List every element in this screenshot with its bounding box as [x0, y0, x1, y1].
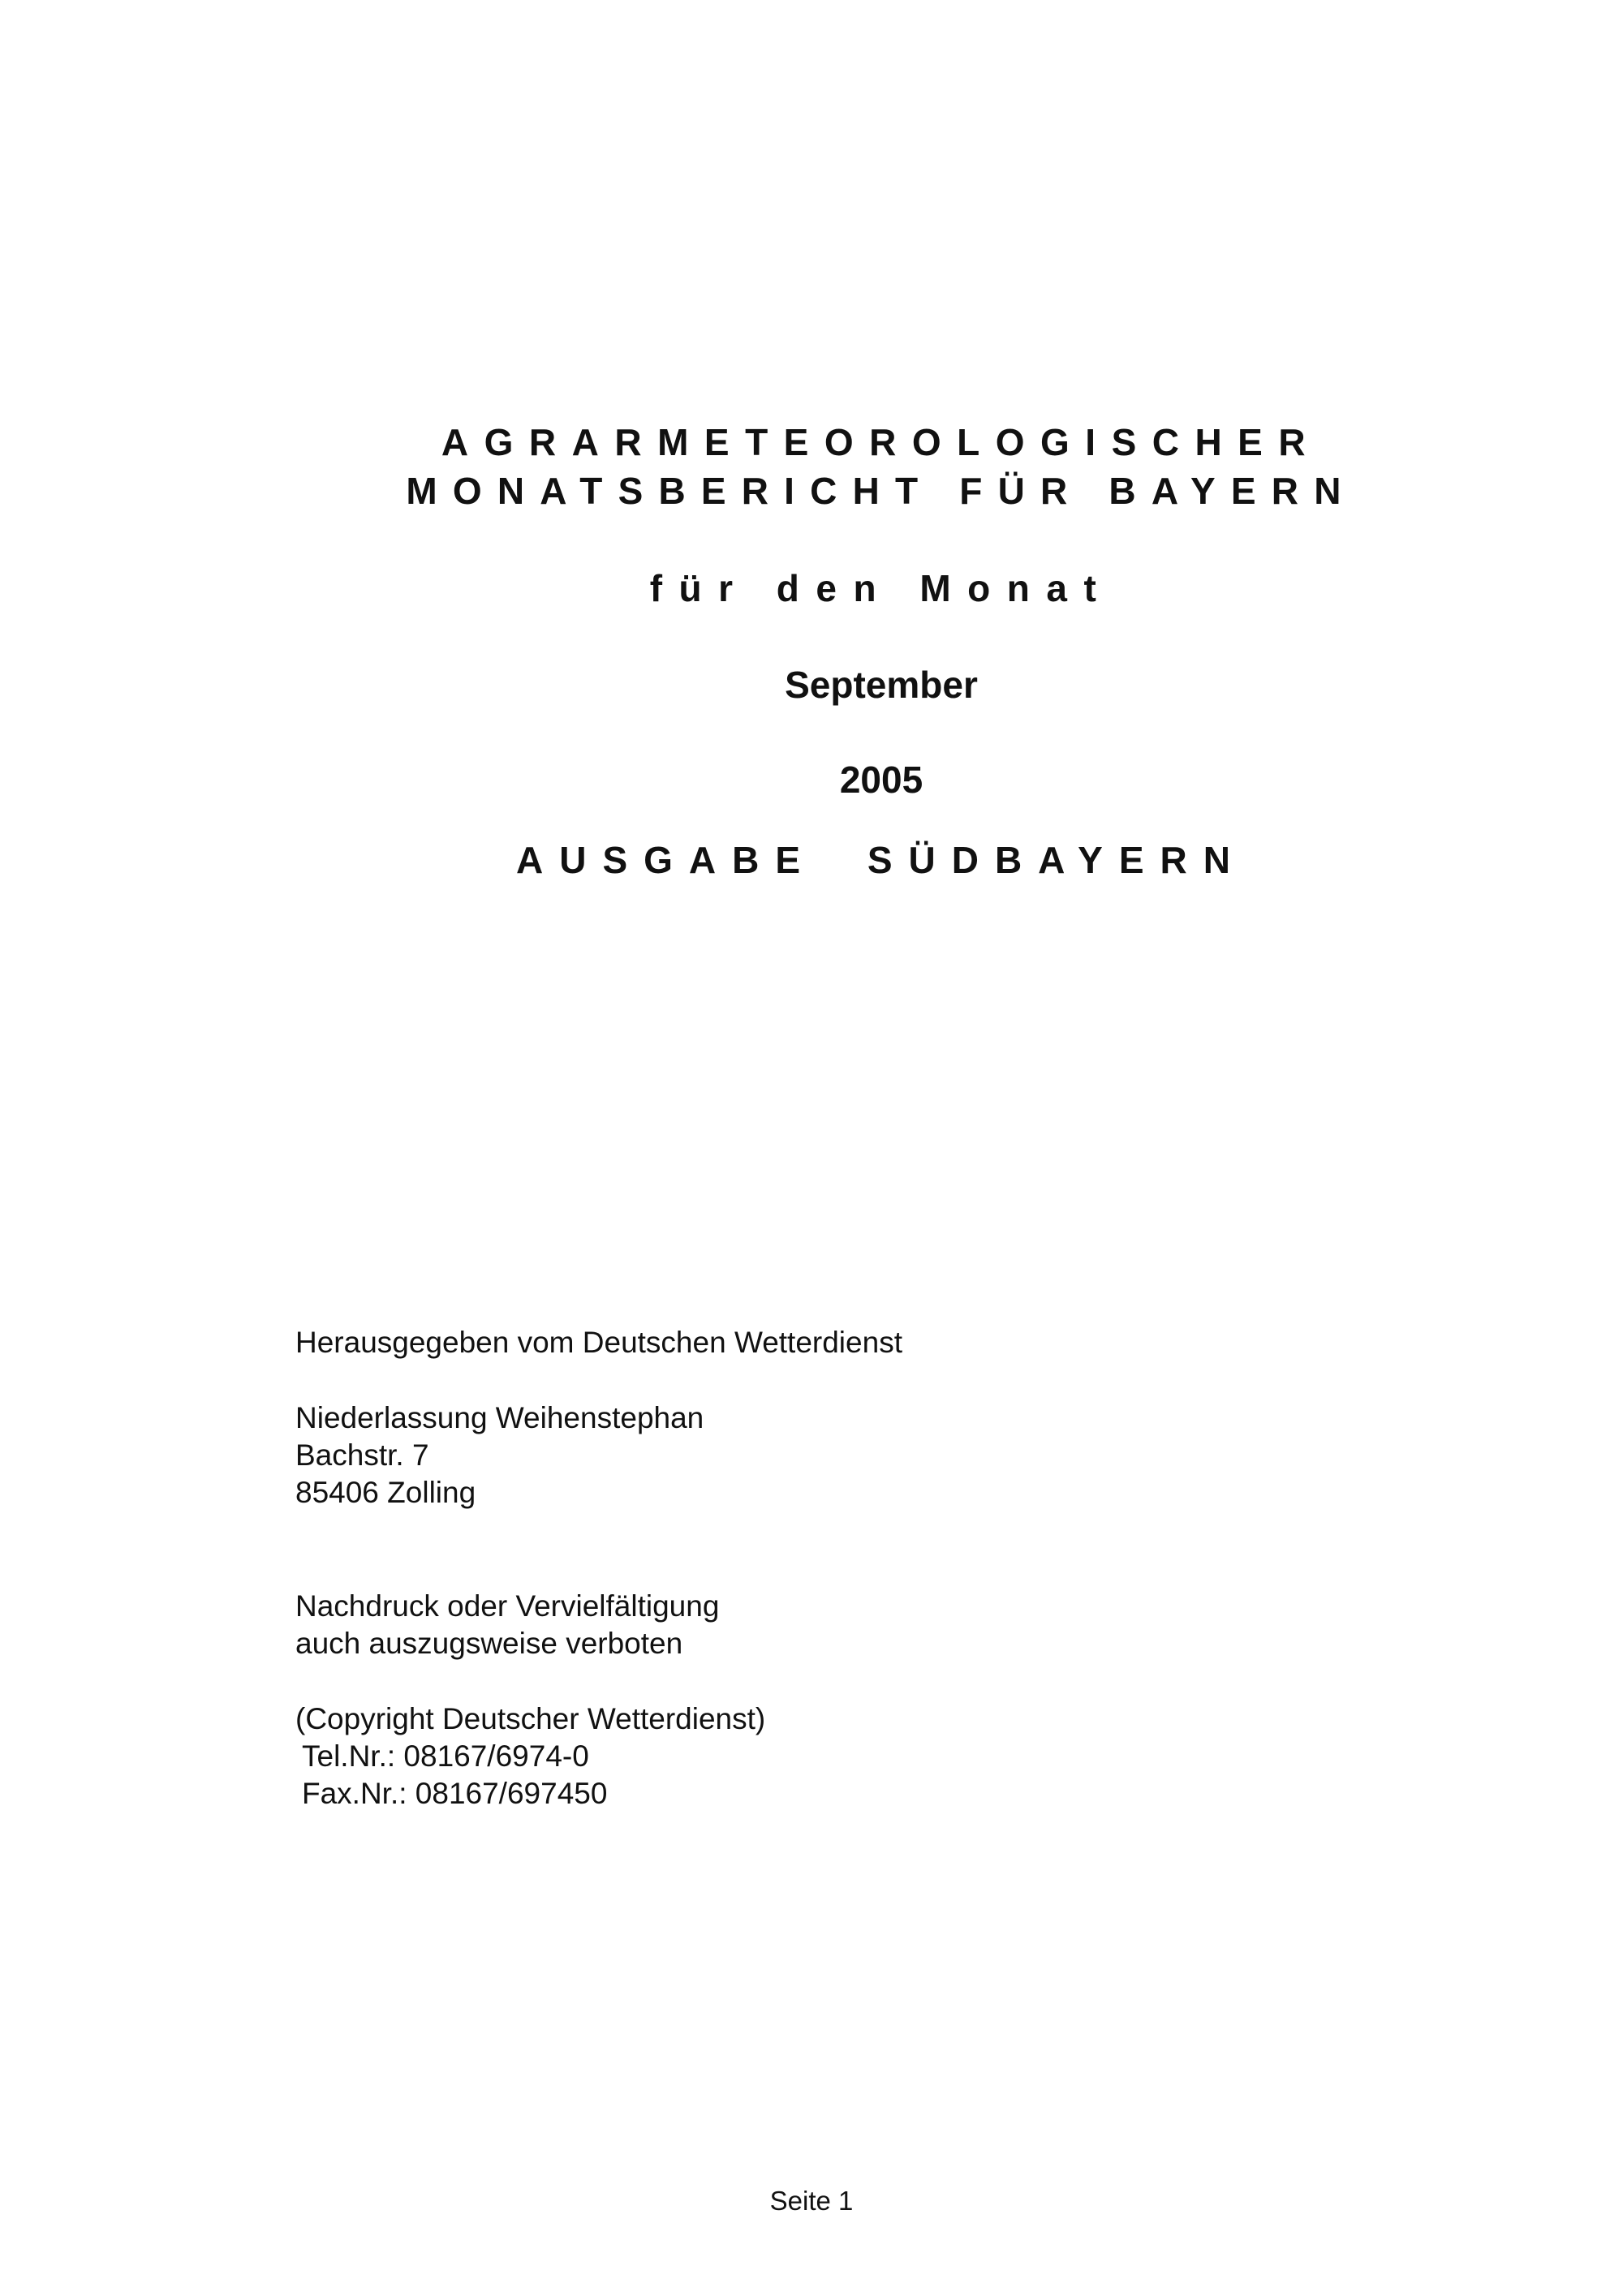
fax-number: Fax.Nr.: 08167/697450	[302, 1777, 608, 1810]
publisher-text: Herausgegeben vom Deutschen Wetterdienst	[295, 1326, 902, 1359]
telephone-number: Tel.Nr.: 08167/6974-0	[302, 1739, 589, 1773]
office-name: Niederlassung Weihenstephan	[295, 1401, 704, 1434]
report-title-line-2: MONATSBERICHT FÜR BAYERN	[406, 470, 1357, 512]
reprint-notice-line-2: auch auszugsweise verboten	[295, 1627, 683, 1660]
report-title-line-1: AGRARMETEOROLOGISCHER	[441, 421, 1322, 463]
copyright-notice: (Copyright Deutscher Wetterdienst)	[295, 1702, 766, 1735]
report-edition: AUSGABE SÜDBAYERN	[516, 839, 1246, 881]
report-month: September	[785, 664, 978, 706]
page-number: Seite 1	[769, 2186, 854, 2216]
office-street: Bachstr. 7	[295, 1438, 429, 1472]
report-period-label: für den Monat	[649, 567, 1113, 609]
report-year: 2005	[839, 759, 923, 801]
office-city: 85406 Zolling	[295, 1476, 476, 1509]
reprint-notice-line-1: Nachdruck oder Vervielfältigung	[295, 1589, 720, 1623]
page-footer	[0, 2186, 1623, 2216]
